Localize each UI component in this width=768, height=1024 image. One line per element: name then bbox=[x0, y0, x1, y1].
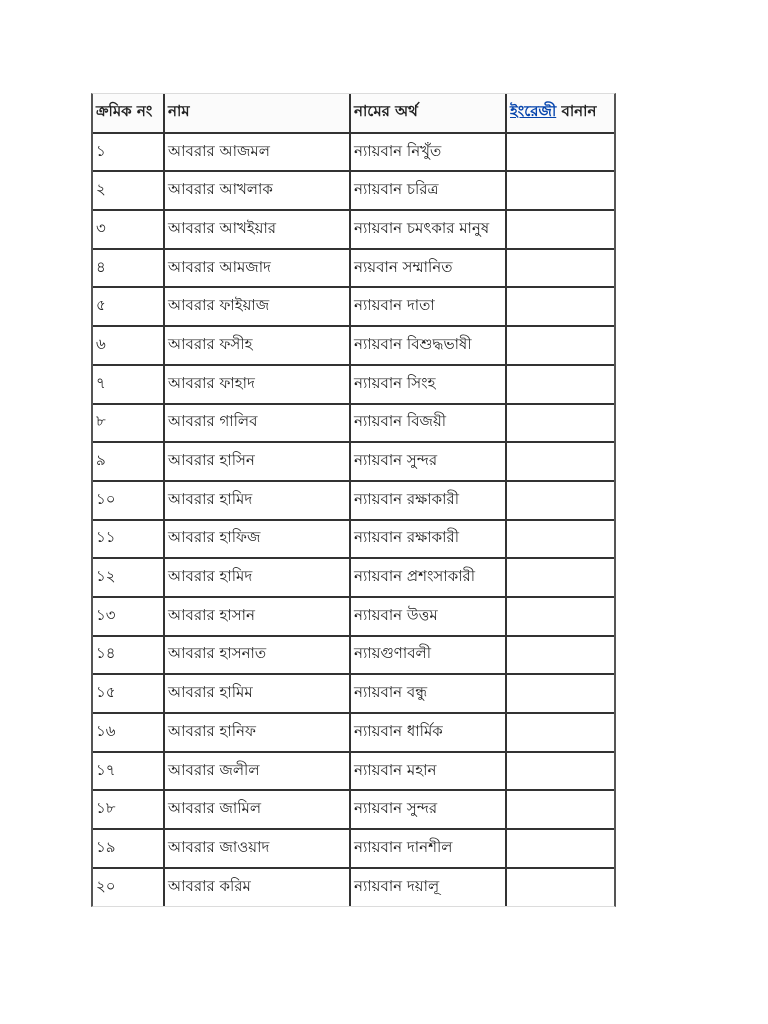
table-row bbox=[93, 520, 614, 559]
cell-english-spelling bbox=[506, 326, 614, 365]
table-row bbox=[93, 636, 614, 675]
table-row bbox=[93, 558, 614, 597]
table-row bbox=[93, 790, 614, 829]
cell-meaning: ন্যায়বান বিজয়ী bbox=[350, 404, 506, 443]
header-serial: ক্রমিক নং bbox=[93, 94, 164, 133]
cell-name: আবরার করিম bbox=[164, 868, 350, 907]
table-row bbox=[93, 210, 614, 249]
names-table bbox=[93, 94, 614, 906]
cell-english-spelling bbox=[506, 558, 614, 597]
table-row bbox=[93, 481, 614, 520]
table-row bbox=[93, 868, 614, 907]
cell-name: আবরার ফাইয়াজ bbox=[164, 287, 350, 326]
cell-serial: ৭ bbox=[93, 365, 164, 404]
cell-meaning: ন্যায়বান সুন্দর bbox=[350, 442, 506, 481]
cell-name: আবরার আমজাদ bbox=[164, 249, 350, 288]
cell-meaning: ন্যায়বান ধার্মিক bbox=[350, 713, 506, 752]
cell-serial: ১৭ bbox=[93, 752, 164, 791]
table-row bbox=[93, 326, 614, 365]
cell-english-spelling bbox=[506, 442, 614, 481]
cell-english-spelling bbox=[506, 365, 614, 404]
cell-serial: ২০ bbox=[93, 868, 164, 907]
cell-serial: ১০ bbox=[93, 481, 164, 520]
cell-meaning: ন্যায়বান দয়ালূ bbox=[350, 868, 506, 907]
cell-english-spelling bbox=[506, 674, 614, 713]
cell-serial: ৯ bbox=[93, 442, 164, 481]
table-row bbox=[93, 171, 614, 210]
cell-serial: ১১ bbox=[93, 520, 164, 559]
cell-name: আবরার ফাহাদ bbox=[164, 365, 350, 404]
cell-english-spelling bbox=[506, 713, 614, 752]
cell-meaning: ন্যায়বান মহান bbox=[350, 752, 506, 791]
cell-serial: ১৩ bbox=[93, 597, 164, 636]
cell-meaning: ন্যায়বান নিখুঁত bbox=[350, 133, 506, 172]
cell-name: আবরার হাসান bbox=[164, 597, 350, 636]
cell-meaning: ন্যায়বান চমৎকার মানুষ bbox=[350, 210, 506, 249]
table-row bbox=[93, 752, 614, 791]
table-row bbox=[93, 365, 614, 404]
table-row bbox=[93, 597, 614, 636]
cell-meaning: ন্যায়বান বিশুদ্ধভাষী bbox=[350, 326, 506, 365]
header-name: নাম bbox=[164, 94, 350, 133]
cell-serial: ১৪ bbox=[93, 636, 164, 675]
cell-english-spelling bbox=[506, 636, 614, 675]
cell-name: আবরার হাসিন bbox=[164, 442, 350, 481]
cell-english-spelling bbox=[506, 868, 614, 907]
cell-meaning: ন্যায়বান রক্ষাকারী bbox=[350, 520, 506, 559]
table-row bbox=[93, 287, 614, 326]
cell-meaning: ন্যায়বান সিংহ bbox=[350, 365, 506, 404]
cell-meaning: ন্যায়বান রক্ষাকারী bbox=[350, 481, 506, 520]
cell-english-spelling bbox=[506, 752, 614, 791]
cell-serial: ১৯ bbox=[93, 829, 164, 868]
cell-name: আবরার হাসনাত bbox=[164, 636, 350, 675]
cell-name: আবরার আখইয়ার bbox=[164, 210, 350, 249]
cell-serial: ৫ bbox=[93, 287, 164, 326]
cell-serial: ১৬ bbox=[93, 713, 164, 752]
cell-serial: ৩ bbox=[93, 210, 164, 249]
cell-meaning: ন্যায়বান বন্ধু bbox=[350, 674, 506, 713]
cell-english-spelling bbox=[506, 133, 614, 172]
cell-name: আবরার হাফিজ bbox=[164, 520, 350, 559]
cell-name: আবরার হামিদ bbox=[164, 481, 350, 520]
names-table-container bbox=[91, 93, 616, 907]
table-body bbox=[93, 133, 614, 907]
cell-serial: ১ bbox=[93, 133, 164, 172]
cell-name: আবরার ফসীহ bbox=[164, 326, 350, 365]
cell-serial: ২ bbox=[93, 171, 164, 210]
cell-meaning: ন্যায়বান উত্তম bbox=[350, 597, 506, 636]
cell-serial: ৮ bbox=[93, 404, 164, 443]
cell-english-spelling bbox=[506, 520, 614, 559]
cell-name: আবরার হামিম bbox=[164, 674, 350, 713]
cell-name: আবরার গালিব bbox=[164, 404, 350, 443]
cell-meaning: ন্যায়বান দানশীল bbox=[350, 829, 506, 868]
cell-english-spelling bbox=[506, 597, 614, 636]
cell-serial: ৪ bbox=[93, 249, 164, 288]
cell-meaning: ন্যায়বান সুন্দর bbox=[350, 790, 506, 829]
cell-meaning: ন্যায়গুণাবলী bbox=[350, 636, 506, 675]
cell-serial: ১৮ bbox=[93, 790, 164, 829]
header-english-spelling bbox=[506, 94, 614, 133]
cell-english-spelling bbox=[506, 404, 614, 443]
cell-meaning: ন্যায়বান চরিত্র bbox=[350, 171, 506, 210]
cell-english-spelling bbox=[506, 481, 614, 520]
cell-name: আবরার হানিফ bbox=[164, 713, 350, 752]
cell-meaning: ন্যয়বান সম্মানিত bbox=[350, 249, 506, 288]
table-row bbox=[93, 829, 614, 868]
cell-english-spelling bbox=[506, 287, 614, 326]
table-header-row bbox=[93, 94, 614, 133]
header-meaning: নামের অর্থ bbox=[350, 94, 506, 133]
cell-name: আবরার হামিদ bbox=[164, 558, 350, 597]
cell-name: আবরার আজমল bbox=[164, 133, 350, 172]
cell-english-spelling bbox=[506, 790, 614, 829]
cell-english-spelling bbox=[506, 249, 614, 288]
cell-english-spelling bbox=[506, 210, 614, 249]
table-row bbox=[93, 404, 614, 443]
table-row bbox=[93, 249, 614, 288]
cell-name: আবরার জলীল bbox=[164, 752, 350, 791]
cell-english-spelling bbox=[506, 829, 614, 868]
header-spelling-text: বানান bbox=[561, 102, 597, 121]
table-row bbox=[93, 442, 614, 481]
cell-meaning: ন্যায়বান দাতা bbox=[350, 287, 506, 326]
cell-serial: ১৫ bbox=[93, 674, 164, 713]
english-link[interactable]: ইংরেজী bbox=[510, 102, 557, 121]
cell-name: আবরার আখলাক bbox=[164, 171, 350, 210]
table-row bbox=[93, 674, 614, 713]
cell-serial: ১২ bbox=[93, 558, 164, 597]
cell-name: আবরার জাওয়াদ bbox=[164, 829, 350, 868]
table-row bbox=[93, 713, 614, 752]
table-row bbox=[93, 133, 614, 172]
cell-serial: ৬ bbox=[93, 326, 164, 365]
cell-meaning: ন্যায়বান প্রশংসাকারী bbox=[350, 558, 506, 597]
cell-name: আবরার জামিল bbox=[164, 790, 350, 829]
cell-english-spelling bbox=[506, 171, 614, 210]
